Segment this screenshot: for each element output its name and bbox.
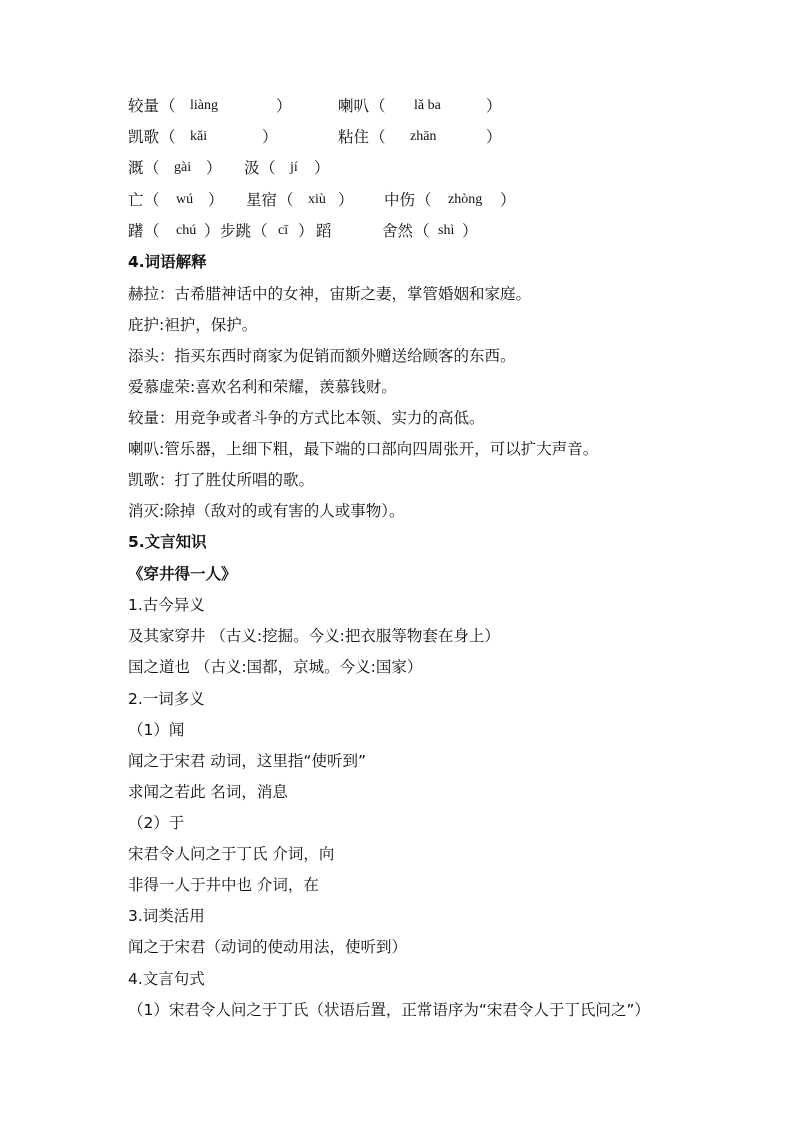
pinyin: xiù	[308, 192, 326, 207]
word: 躇	[128, 222, 144, 240]
definition-line: 庇护:袒护，保护。	[128, 316, 258, 334]
paren: ）	[462, 222, 478, 240]
body-line: 及其家穿井 （古义:挖掘。今义:把衣服等物套在身上）	[128, 627, 500, 645]
paren: ）	[314, 159, 330, 177]
pinyin: shì	[438, 223, 455, 238]
pinyin: wú	[176, 192, 194, 207]
paren: ）	[486, 128, 502, 146]
word: 亡	[128, 191, 144, 209]
paren: （	[278, 191, 294, 209]
paren: （	[160, 128, 176, 146]
paren: ）	[262, 128, 278, 146]
paren: （	[370, 97, 386, 115]
paren: （	[144, 159, 160, 177]
body-line: （1）闻	[128, 721, 185, 739]
word: 中伤	[384, 191, 416, 209]
pinyin: jí	[290, 160, 298, 175]
word: 喇叭	[338, 97, 370, 115]
section-heading: 5.文言知识	[128, 533, 207, 551]
body-line: 1.古今异义	[128, 596, 205, 614]
body-line: 宋君令人问之于丁氏 介词，向	[128, 845, 335, 863]
word: 溉	[128, 159, 144, 177]
paren: （	[414, 222, 430, 240]
definition-line: 凯歌：打了胜仗所唱的歌。	[128, 471, 315, 489]
word: 粘住	[338, 128, 370, 146]
pinyin: zhòng	[448, 192, 483, 207]
body-line: 国之道也 （古义:国都，京城。今义:国家）	[128, 658, 423, 676]
pinyin: liàng	[190, 98, 218, 113]
definition-line: 较量：用竞争或者斗争的方式比本领、实力的高低。	[128, 409, 485, 427]
word: 舍然	[382, 222, 414, 240]
paren: ）	[206, 159, 222, 177]
section-heading: 4.词语解释	[128, 253, 207, 271]
pinyin: zhān	[410, 129, 437, 144]
body-line: 非得一人于井中也 介词，在	[128, 876, 319, 894]
definition-line: 赫拉：古希腊神话中的女神，宙斯之妻，掌管婚姻和家庭。	[128, 285, 532, 303]
paren: （	[260, 159, 276, 177]
pinyin: gài	[174, 160, 192, 175]
body-line: 闻之于宋君（动词的使动用法，使听到）	[128, 938, 408, 956]
paren: （	[370, 128, 386, 146]
paren: ）	[338, 191, 354, 209]
paren: （	[252, 222, 268, 240]
paren: ）	[204, 222, 220, 240]
body-line: 4.文言句式	[128, 970, 205, 988]
definition-line: 喇叭:管乐器，上细下粗，最下端的口部向四周张开，可以扩大声音。	[128, 440, 599, 458]
definition-line: 消灭:除掉（敌对的或有害的人或事物）。	[128, 502, 405, 520]
definition-line: 爱慕虚荣:喜欢名利和荣耀，羡慕钱财。	[128, 378, 397, 396]
body-line: 求闻之若此 名词，消息	[128, 783, 288, 801]
word: 汲	[244, 159, 260, 177]
paren: （	[416, 191, 432, 209]
paren: ）	[208, 191, 224, 209]
word: 步跳	[220, 222, 252, 240]
body-line: 2.一词多义	[128, 690, 205, 708]
word: 较量	[128, 97, 160, 115]
paren: ）	[298, 222, 314, 240]
definition-line: 添头：指买东西时商家为促销而额外赠送给顾客的东西。	[128, 347, 516, 365]
pinyin: cī	[278, 223, 289, 238]
pinyin: kǎi	[190, 129, 208, 144]
paren: ）	[486, 97, 502, 115]
pinyin: lǎ ba	[414, 98, 441, 113]
paren: （	[160, 97, 176, 115]
word: 凯歌	[128, 128, 160, 146]
body-line: （2）于	[128, 814, 185, 832]
text-title: 《穿井得一人》	[128, 565, 237, 583]
pinyin: chú	[176, 223, 197, 238]
body-line: 闻之于宋君 动词，这里指“使听到”	[128, 752, 366, 770]
paren: （	[144, 222, 160, 240]
body-line: （1）宋君令人问之于丁氏（状语后置，正常语序为“宋君令人于丁氏问之”）	[128, 1001, 650, 1019]
paren: ）	[500, 191, 516, 209]
word: 蹈	[316, 222, 332, 240]
word: 星宿	[246, 191, 278, 209]
paren: ）	[276, 97, 292, 115]
paren: （	[144, 191, 160, 209]
body-line: 3.词类活用	[128, 907, 205, 925]
